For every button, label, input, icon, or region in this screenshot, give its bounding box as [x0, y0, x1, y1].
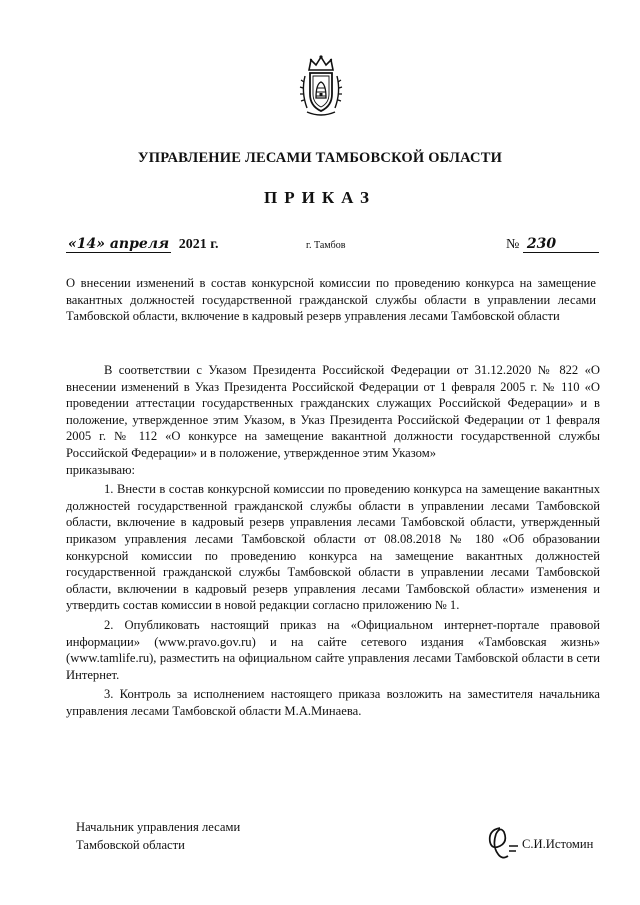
signatory-title-line-1: Начальник управления лесами: [76, 820, 241, 834]
signatory-title: [76, 818, 240, 854]
city-label: г. Тамбов: [306, 240, 346, 251]
signatory-title-line-2: Тамбовской области: [76, 838, 185, 852]
order-item-3: 3. Контроль за исполнением настоящего приказа возложить на заместителя начальника управления лесами Тамбовской области М.А.Минаева.: [66, 687, 600, 718]
handwritten-number: 230: [523, 236, 599, 253]
order-date: [66, 236, 218, 253]
handwritten-signature-icon: [482, 820, 520, 864]
signatory-name: С.И.Истомин: [522, 837, 594, 851]
handwritten-date: «14» апреля: [68, 236, 170, 252]
document-type-title: ПРИКАЗ: [264, 188, 376, 207]
order-number: [506, 236, 599, 253]
preamble-paragraph: В соответствии с Указом Президента Российской Федерации от 31.12.2020 № 822 «О внесении изменений в Указ Президента Российской Федерации от 1 февраля 2005 г. № 110 «О проведении аттестации государственных гражданских служащих Российской Федерации» и в положение, утвержденное этим Указом, в Указ Президента Российской Федерации от 1 февраля 2005 г. № 112 «О конкурсе на замещение вакантной должности государственной службы Российской Федерации» и в положение, утвержденное этим Указом»: [66, 363, 600, 460]
order-item-1: 1. Внести в состав конкурсной комиссии по проведению конкурса на замещение вакантных должностей государственной гражданской службы области в управлении лесами Тамбовской области, включение в кадровый резерв управления лесами Тамбовской области, утвержденный приказом управления лесами Тамбовской области от 08.08.2018 № 180 «Об образовании конкурсной комиссии по проведению конкурса на замещение вакантных должностей государственной гражданской службы Тамбовской области в управлении лесами Тамбовской области, включении в кадровый резерв управления лесами Тамбовской области» изменения и утвердить состав комиссии в новой редакции согласно приложению № 1.: [66, 482, 600, 613]
organization-name: УПРАВЛЕНИЕ ЛЕСАМИ ТАМБОВСКОЙ ОБЛАСТИ: [137, 150, 503, 166]
order-subject: О внесении изменений в состав конкурсной комиссии по проведению конкурса на замещение вакантных должностей государственной гражданской службы области в управлении лесами Тамбовской области, включение в кадровый резерв управления лесами Тамбовской области: [66, 276, 596, 324]
order-item-2: 2. Опубликовать настоящий приказ на «Официальном интернет-портале правовой информации» (www.pravo.gov.ru) и на сайте сетевого издания «Тамбовская жизнь» (www.tamlife.ru), разместить на официальном сайте управления лесами Тамбовской области в сети Интернет.: [66, 617, 600, 682]
order-word: приказываю:: [66, 462, 136, 477]
coat-of-arms-icon: [299, 54, 343, 120]
date-year: 2021 г.: [178, 237, 219, 252]
order-body: [66, 362, 600, 719]
number-prefix: №: [506, 237, 520, 252]
